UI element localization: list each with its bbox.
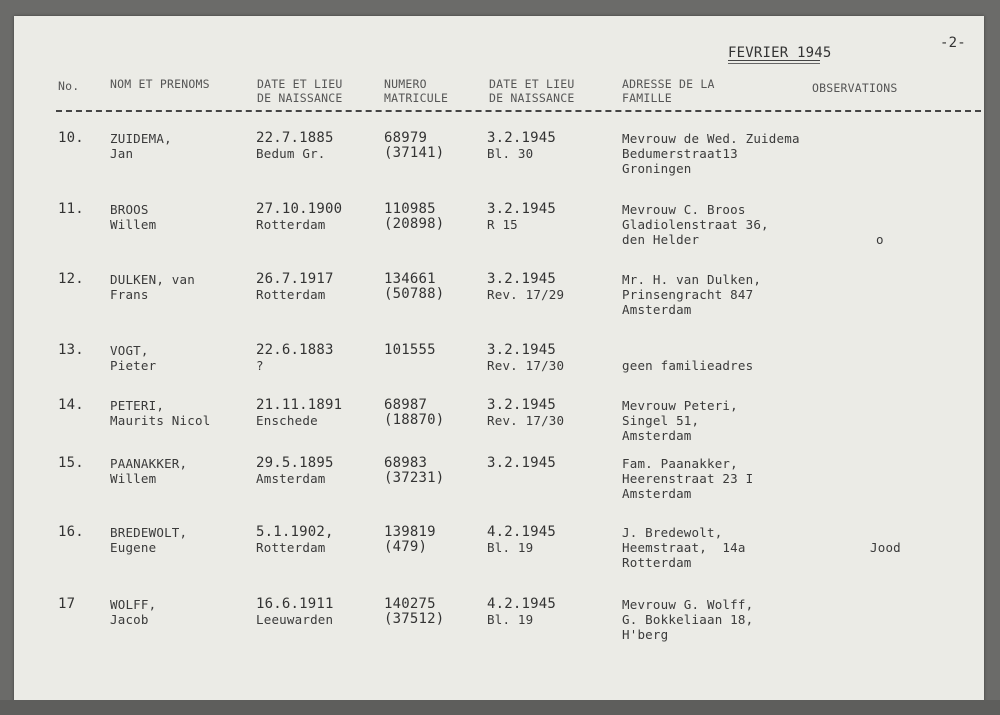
cell-bdate: 29.5.1895: [256, 455, 334, 471]
header-address-line1: ADRESSE DE LA: [622, 77, 715, 91]
cell-addr1: Mevrouw C. Broos: [622, 202, 746, 217]
cell-dplace: Rev. 17/30: [487, 358, 565, 373]
cell-no: 14.: [58, 397, 84, 413]
cell-name1: ZUIDEMA,: [110, 131, 172, 146]
cell-ddate: 4.2.1945: [487, 596, 557, 612]
cell-dplace: Rev. 17/29: [487, 287, 565, 302]
cell-mat: 139819: [384, 524, 436, 540]
cell-mat2: (20898): [384, 216, 445, 232]
cell-mat2: (50788): [384, 286, 445, 302]
header-numero-line2: MATRICULE: [384, 91, 449, 105]
cell-addr3: den Helder: [622, 232, 700, 247]
cell-name1: VOGT,: [110, 343, 149, 358]
cell-ddate: 3.2.1945: [487, 342, 557, 358]
header-rule: [56, 110, 981, 112]
cell-no: 16.: [58, 524, 84, 540]
cell-name2: Jacob: [110, 612, 149, 627]
cell-ddate: 3.2.1945: [487, 201, 557, 217]
cell-mat: 68983: [384, 455, 428, 471]
cell-observation: Jood: [870, 540, 901, 555]
cell-bplace: Rotterdam: [256, 540, 326, 555]
page-month: FEVRIER 1945: [728, 45, 832, 61]
cell-addr3: Groningen: [622, 161, 692, 176]
page-number: -2-: [940, 35, 966, 51]
header-address-line2: FAMILLE: [622, 91, 672, 105]
cell-bdate: 27.10.1900: [256, 201, 343, 217]
cell-name1: WOLFF,: [110, 597, 157, 612]
cell-bplace: ?: [256, 358, 264, 373]
cell-dplace: Rev. 17/30: [487, 413, 565, 428]
cell-no: 17: [58, 596, 76, 612]
cell-addr2: Heemstraat, 14a: [622, 540, 746, 555]
cell-mat2: (479): [384, 539, 428, 555]
cell-addr3: Amsterdam: [622, 428, 692, 443]
cell-addr1: J. Bredewolt,: [622, 525, 723, 540]
cell-mat2: (37141): [384, 145, 445, 161]
month-underline: [728, 60, 820, 61]
cell-dplace: Bl. 19: [487, 612, 534, 627]
cell-mat: 140275: [384, 596, 436, 612]
cell-ddate: 4.2.1945: [487, 524, 557, 540]
cell-no: 15.: [58, 455, 84, 471]
cell-bplace: Enschede: [256, 413, 318, 428]
cell-dplace: R 15: [487, 217, 518, 232]
cell-bdate: 22.7.1885: [256, 130, 334, 146]
header-birth-line1: DATE ET LIEU: [257, 77, 343, 91]
header-birth-line2: DE NAISSANCE: [257, 91, 343, 105]
cell-no: 10.: [58, 130, 84, 146]
cell-bdate: 16.6.1911: [256, 596, 334, 612]
cell-bplace: Rotterdam: [256, 217, 326, 232]
header-numero-line1: NUMERO: [384, 77, 427, 91]
cell-mat: 101555: [384, 342, 436, 358]
cell-addr3: Amsterdam: [622, 486, 692, 501]
cell-name2: Frans: [110, 287, 149, 302]
cell-bdate: 22.6.1883: [256, 342, 334, 358]
cell-bplace: Rotterdam: [256, 287, 326, 302]
cell-name2: Jan: [110, 146, 134, 161]
cell-addr1: Mevrouw de Wed. Zuidema: [622, 131, 800, 146]
cell-no: 11.: [58, 201, 84, 217]
cell-name1: PETERI,: [110, 398, 165, 413]
header-observations: OBSERVATIONS: [812, 81, 898, 95]
cell-dplace: Bl. 30: [487, 146, 534, 161]
cell-mat2: (18870): [384, 412, 445, 428]
cell-name2: Willem: [110, 471, 157, 486]
cell-addr3: H'berg: [622, 627, 669, 642]
cell-dplace: Bl. 19: [487, 540, 534, 555]
cell-ddate: 3.2.1945: [487, 455, 557, 471]
cell-addr2: Heerenstraat 23 I: [622, 471, 754, 486]
cell-addr1: Mevrouw G. Wolff,: [622, 597, 754, 612]
cell-addr3: Rotterdam: [622, 555, 692, 570]
cell-bplace: Amsterdam: [256, 471, 326, 486]
cell-name2: Pieter: [110, 358, 157, 373]
cell-addr2: Singel 51,: [622, 413, 700, 428]
cell-addr1: Fam. Paanakker,: [622, 456, 738, 471]
cell-name1: DULKEN, van: [110, 272, 195, 287]
cell-name1: BREDEWOLT,: [110, 525, 188, 540]
cell-ddate: 3.2.1945: [487, 271, 557, 287]
cell-name2: Eugene: [110, 540, 157, 555]
cell-mat2: (37512): [384, 611, 445, 627]
cell-name1: BROOS: [110, 202, 149, 217]
cell-ddate: 3.2.1945: [487, 397, 557, 413]
header-death-line1: DATE ET LIEU: [489, 77, 575, 91]
cell-no: 13.: [58, 342, 84, 358]
cell-observation: o: [876, 232, 884, 247]
cell-bplace: Bedum Gr.: [256, 146, 326, 161]
header-name: NOM ET PRENOMS: [110, 77, 210, 91]
cell-mat: 134661: [384, 271, 436, 287]
cell-addr2: Gladiolenstraat 36,: [622, 217, 769, 232]
cell-addr1: Mr. H. van Dulken,: [622, 272, 762, 287]
cell-no: 12.: [58, 271, 84, 287]
cell-bdate: 26.7.1917: [256, 271, 334, 287]
cell-bplace: Leeuwarden: [256, 612, 334, 627]
cell-addr2: geen familieadres: [622, 358, 754, 373]
cell-name2: Willem: [110, 217, 157, 232]
scan-background: [0, 700, 1000, 715]
month-underline-2: [728, 63, 820, 64]
header-no: No.: [58, 79, 80, 93]
cell-bdate: 21.11.1891: [256, 397, 343, 413]
cell-addr3: Amsterdam: [622, 302, 692, 317]
cell-mat: 68979: [384, 130, 428, 146]
cell-addr1: Mevrouw Peteri,: [622, 398, 738, 413]
cell-mat: 68987: [384, 397, 428, 413]
cell-mat2: (37231): [384, 470, 445, 486]
cell-mat: 110985: [384, 201, 436, 217]
cell-name1: PAANAKKER,: [110, 456, 188, 471]
header-death-line2: DE NAISSANCE: [489, 91, 575, 105]
cell-addr2: Prinsengracht 847: [622, 287, 754, 302]
cell-name2: Maurits Nicol: [110, 413, 211, 428]
cell-addr2: G. Bokkeliaan 18,: [622, 612, 754, 627]
cell-addr2: Bedumerstraat13: [622, 146, 738, 161]
cell-ddate: 3.2.1945: [487, 130, 557, 146]
cell-bdate: 5.1.1902,: [256, 524, 334, 540]
